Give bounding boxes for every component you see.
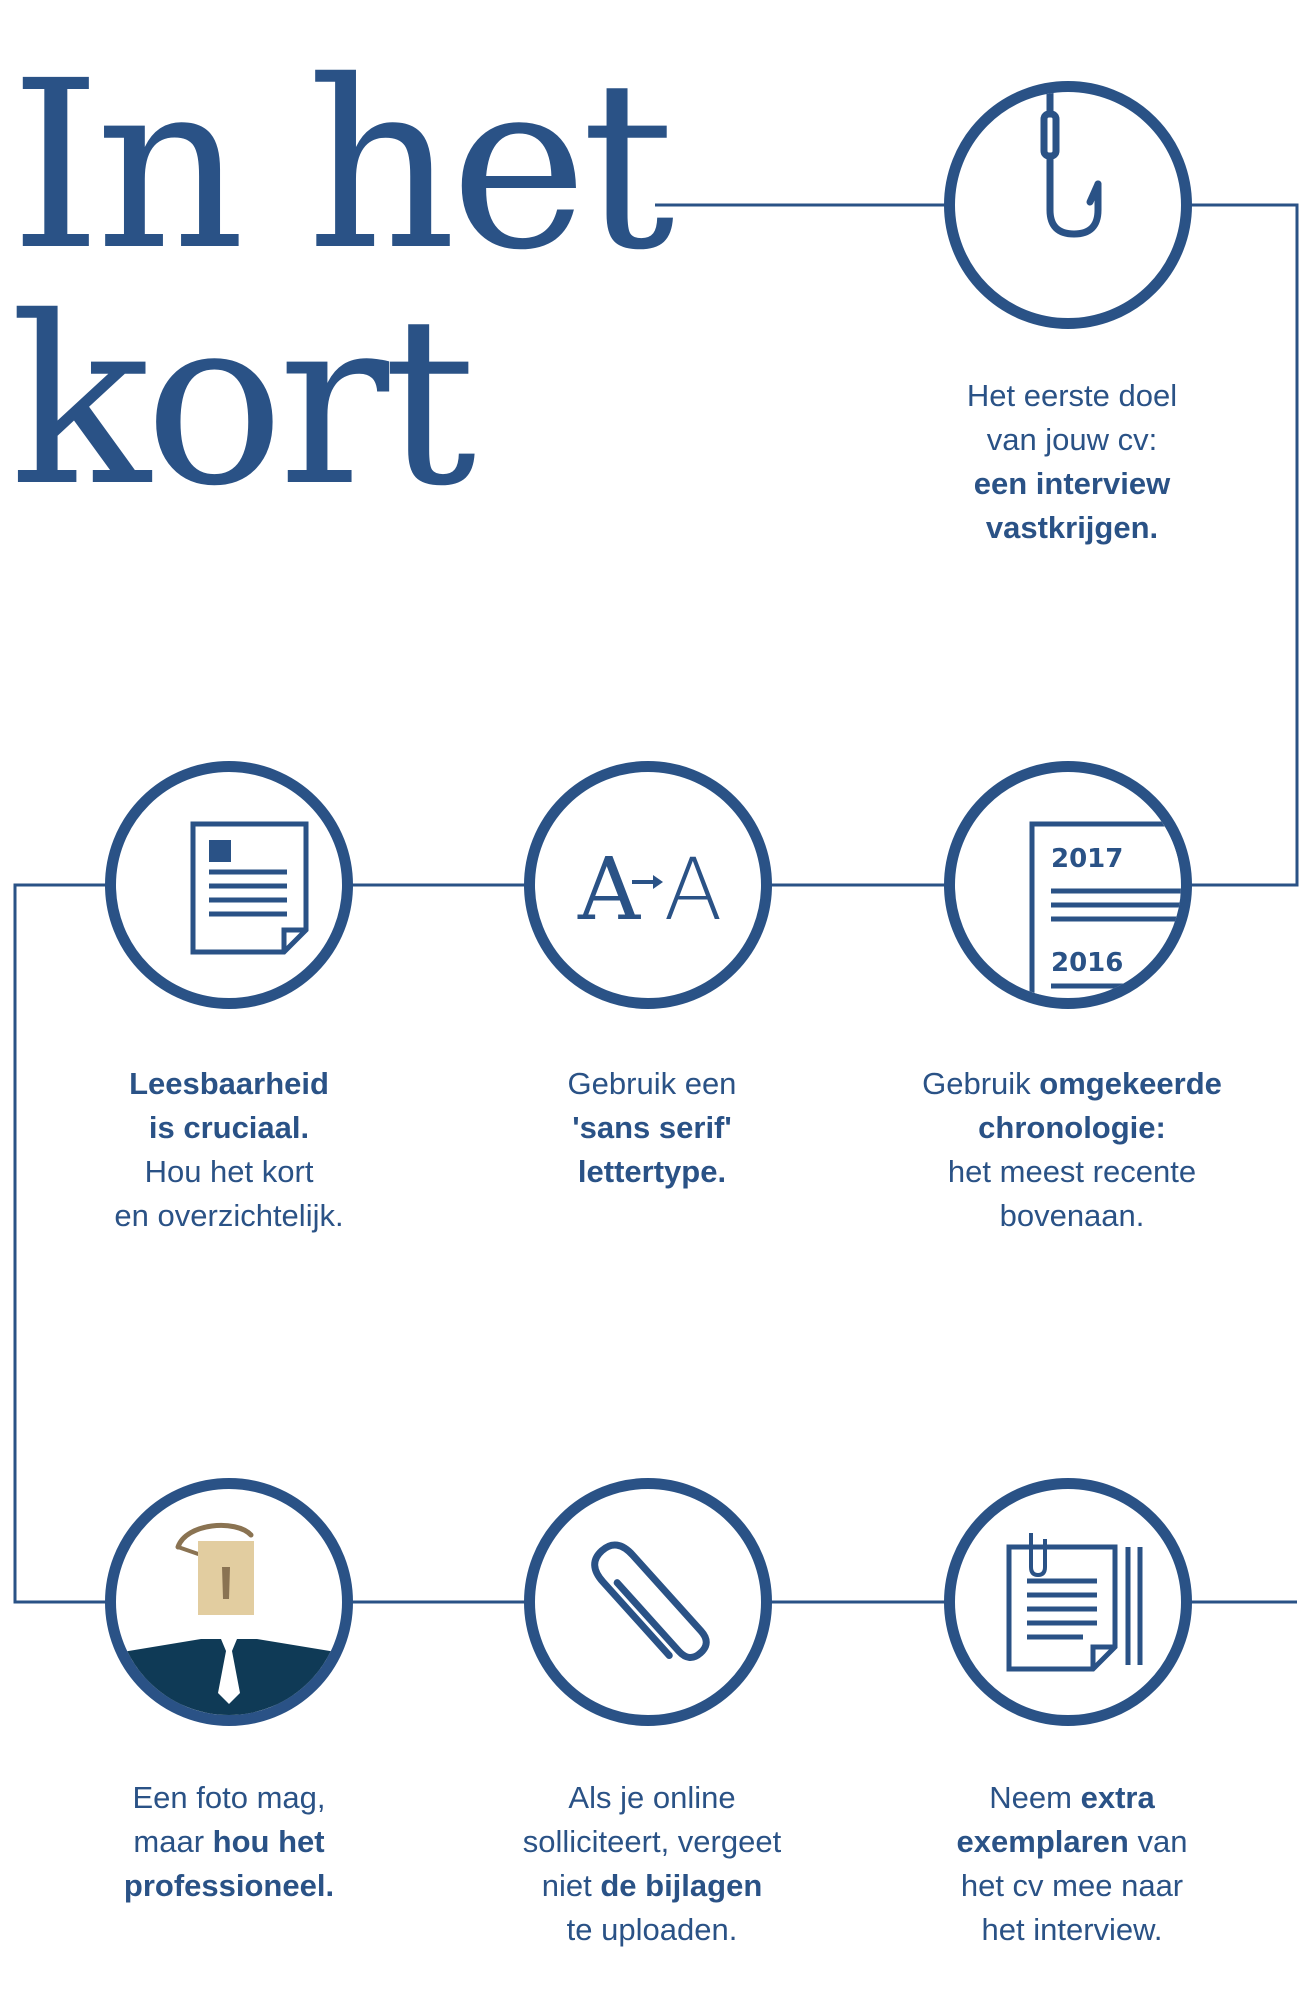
portrait-photo-icon-circle — [105, 1478, 353, 1726]
interview-caption — [882, 374, 1262, 550]
page-title-line-2: kort — [10, 267, 471, 537]
copies-caption-line-4: het interview. — [981, 1912, 1163, 1947]
copies-caption-bold-2: exemplaren — [956, 1824, 1129, 1859]
attachments-caption — [462, 1776, 842, 1952]
font-change-icon — [535, 772, 761, 998]
font-caption-line-1: Gebruik een — [567, 1066, 737, 1101]
readability-caption-bold-2: is cruciaal. — [148, 1110, 310, 1145]
page-title — [10, 31, 669, 537]
portrait-photo-icon — [116, 1489, 342, 1715]
fishhook-icon-circle — [944, 81, 1192, 329]
chronology-caption-bold-2: chronologie: — [978, 1110, 1166, 1145]
sans-letter: A — [663, 840, 723, 940]
year-bottom: 2016 — [1051, 948, 1124, 978]
attachments-caption-bold-3: de bijlagen — [600, 1868, 763, 1903]
dated-document-icon-circle — [944, 761, 1192, 1009]
copies-caption-lead-1: Neem — [989, 1780, 1081, 1815]
copies-caption-tail-2: van — [1128, 1824, 1188, 1859]
interview-caption-line-1: Het eerste doel — [966, 378, 1178, 413]
page-title-line-1: In het — [10, 31, 669, 301]
attachments-caption-line-2: solliciteert, vergeet — [522, 1824, 782, 1859]
chronology-caption-line-3: het meest recente — [947, 1154, 1197, 1189]
copies-caption-bold-1: extra — [1080, 1780, 1155, 1815]
font-caption-bold-1: 'sans serif' — [572, 1110, 732, 1145]
document-icon-circle — [105, 761, 353, 1009]
attachments-caption-line-1: Als je online — [568, 1780, 736, 1815]
year-top: 2017 — [1051, 844, 1124, 874]
font-caption — [462, 1062, 842, 1194]
photo-caption-lead-2: maar — [133, 1824, 213, 1859]
chronology-caption — [867, 1062, 1277, 1238]
fishhook-icon — [955, 92, 1181, 318]
serif-letter: A — [577, 840, 641, 940]
font-change-icon-circle — [524, 761, 772, 1009]
attachments-caption-line-4: te uploaden. — [566, 1912, 738, 1947]
chronology-caption-lead: Gebruik — [922, 1066, 1040, 1101]
font-caption-bold-2: lettertype. — [577, 1154, 727, 1189]
readability-caption-bold-1: Leesbaarheid — [129, 1066, 329, 1101]
interview-caption-bold-1: een interview — [973, 466, 1171, 501]
paperclip-icon — [535, 1489, 761, 1715]
document-stack-icon — [955, 1489, 1181, 1715]
copies-caption-line-3: het cv mee naar — [960, 1868, 1184, 1903]
dated-document-icon — [955, 772, 1181, 998]
document-stack-icon-circle — [944, 1478, 1192, 1726]
chronology-caption-bold-1: omgekeerde — [1039, 1066, 1222, 1101]
paperclip-icon-circle — [524, 1478, 772, 1726]
photo-caption-bold-3: professioneel. — [123, 1868, 335, 1903]
chronology-caption-line-4: bovenaan. — [999, 1198, 1145, 1233]
readability-caption — [39, 1062, 419, 1238]
photo-caption-line-1: Een foto mag, — [132, 1780, 326, 1815]
document-icon — [116, 772, 342, 998]
interview-caption-line-2: van jouw cv: — [986, 422, 1158, 457]
readability-caption-line-3: Hou het kort — [144, 1154, 314, 1189]
attachments-caption-lead-3: niet — [541, 1868, 601, 1903]
photo-caption — [39, 1776, 419, 1908]
photo-caption-bold-2: hou het — [212, 1824, 325, 1859]
copies-caption — [882, 1776, 1262, 1952]
interview-caption-bold-2: vastkrijgen. — [985, 510, 1159, 545]
readability-caption-line-4: en overzichtelijk. — [114, 1198, 344, 1233]
